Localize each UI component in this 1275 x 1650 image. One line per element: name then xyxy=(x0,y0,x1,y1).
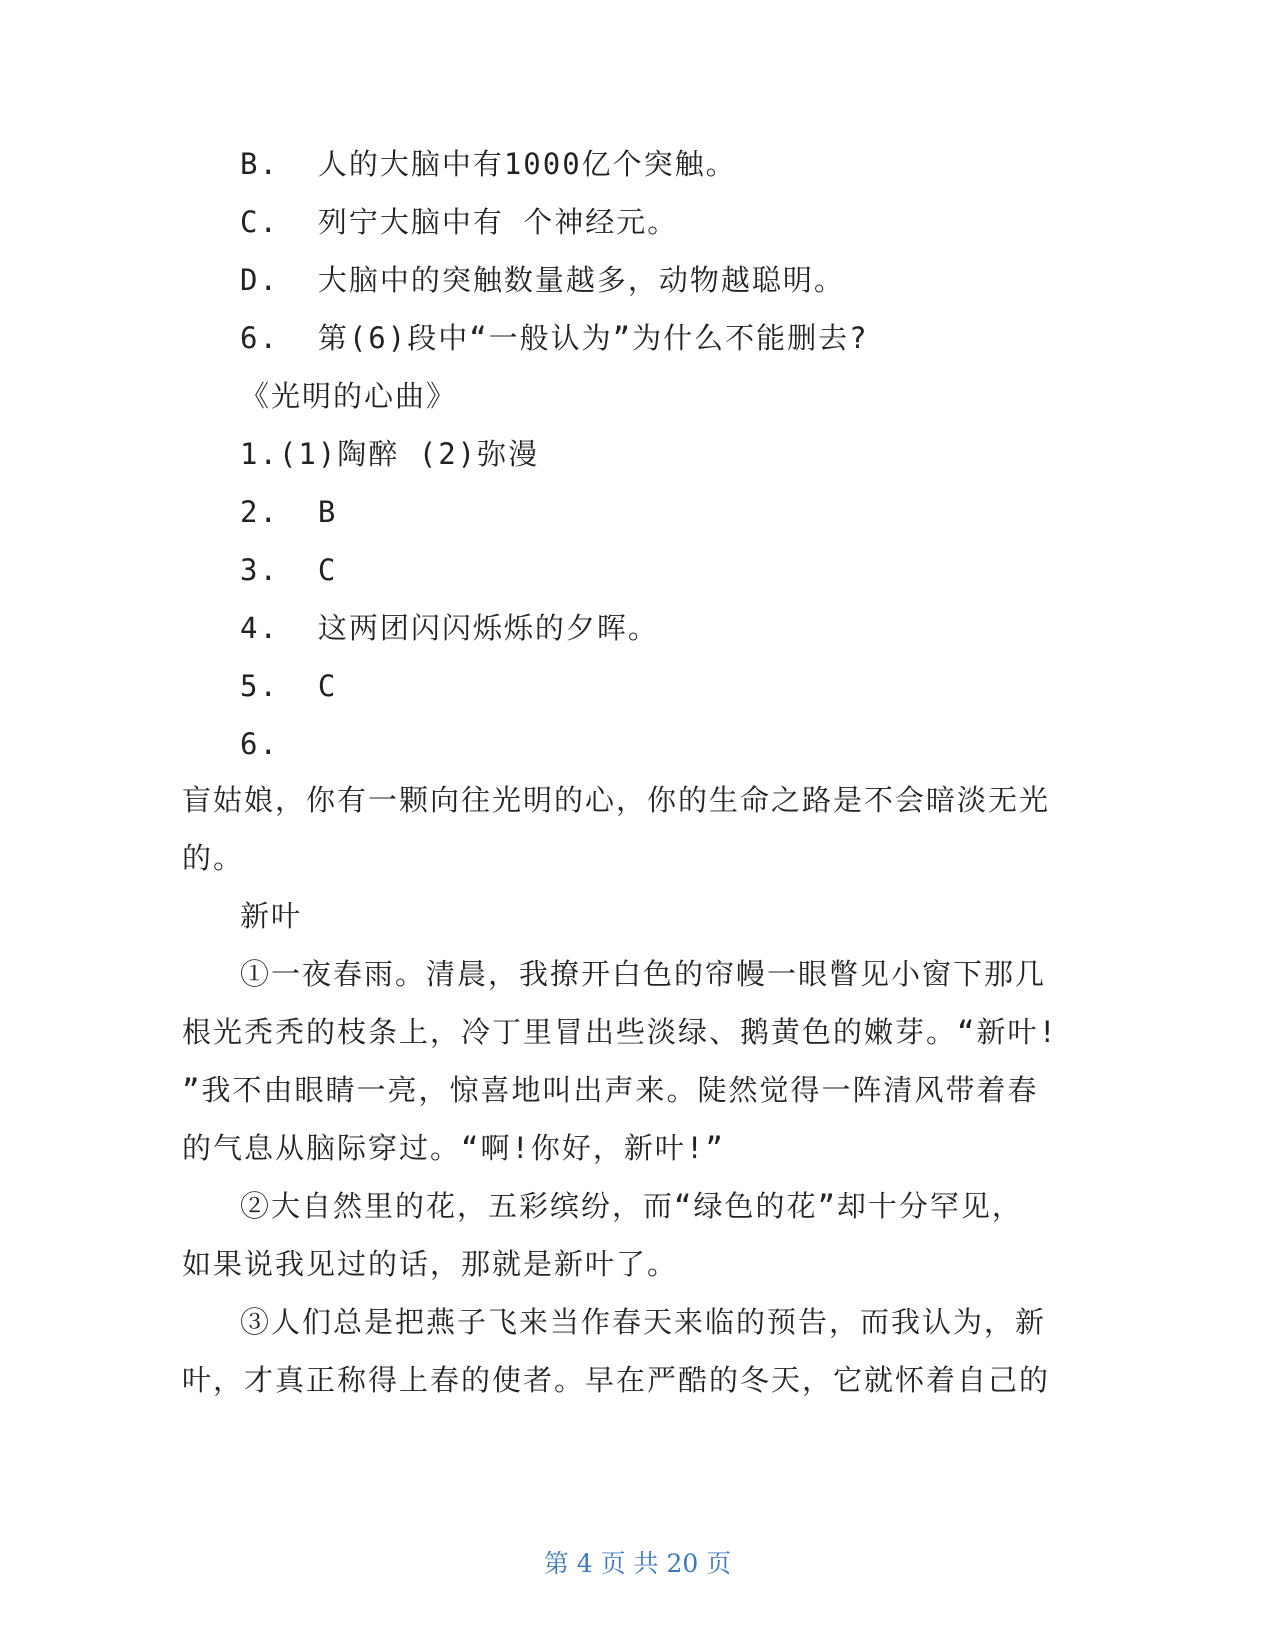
answer-6-text-line-1: 盲姑娘，你有一颗向往光明的心，你的生命之路是不会暗淡无光 xyxy=(182,783,1051,817)
answer-3: 3. C xyxy=(240,553,338,587)
answer-5: 5. C xyxy=(240,669,338,703)
paragraph-3-line-2: 叶，才真正称得上春的使者。早在严酷的冬天，它就怀着自己的 xyxy=(182,1363,1051,1397)
answer-1: 1.(1)陶醉 (2)弥漫 xyxy=(240,437,540,471)
answer-2: 2. B xyxy=(240,495,338,529)
answer-4: 4. 这两团闪闪烁烁的夕晖。 xyxy=(240,611,659,645)
paragraph-1-line-2: 根光秃秃的枝条上，冷丁里冒出些淡绿、鹅黄色的嫩芽。“新叶! xyxy=(182,1015,1058,1049)
paragraph-2-line-1: ②大自然里的花，五彩缤纷，而“绿色的花”却十分罕见， xyxy=(240,1189,1023,1223)
paragraph-1-line-3: ”我不由眼睛一亮，惊喜地叫出声来。陡然觉得一阵清风带着春 xyxy=(182,1073,1039,1107)
page-number-footer: 第 4 页 共 20 页 xyxy=(543,1549,732,1578)
paragraph-3-line-1: ③人们总是把燕子飞来当作春天来临的预告，而我认为，新 xyxy=(240,1305,1047,1339)
article-title: 新叶 xyxy=(240,899,303,933)
option-c: C. 列宁大脑中有 个神经元。 xyxy=(240,205,679,239)
option-d: D. 大脑中的突触数量越多，动物越聪明。 xyxy=(240,263,845,297)
paragraph-1-line-4: 的气息从脑际穿过。“啊!你好，新叶!” xyxy=(182,1131,725,1165)
option-b: B. 人的大脑中有1000亿个突触。 xyxy=(240,147,737,181)
paragraph-1-line-1: ①一夜春雨。清晨，我撩开白色的帘幔一眼瞥见小窗下那几 xyxy=(240,957,1047,991)
paragraph-2-line-2: 如果说我见过的话，那就是新叶了。 xyxy=(182,1247,679,1281)
answer-6-text-line-2: 的。 xyxy=(182,841,245,875)
answers-section-title: 《光明的心曲》 xyxy=(240,379,458,413)
question-6: 6. 第(6)段中“一般认为”为什么不能删去? xyxy=(240,321,869,355)
answer-6: 6. xyxy=(240,727,279,761)
